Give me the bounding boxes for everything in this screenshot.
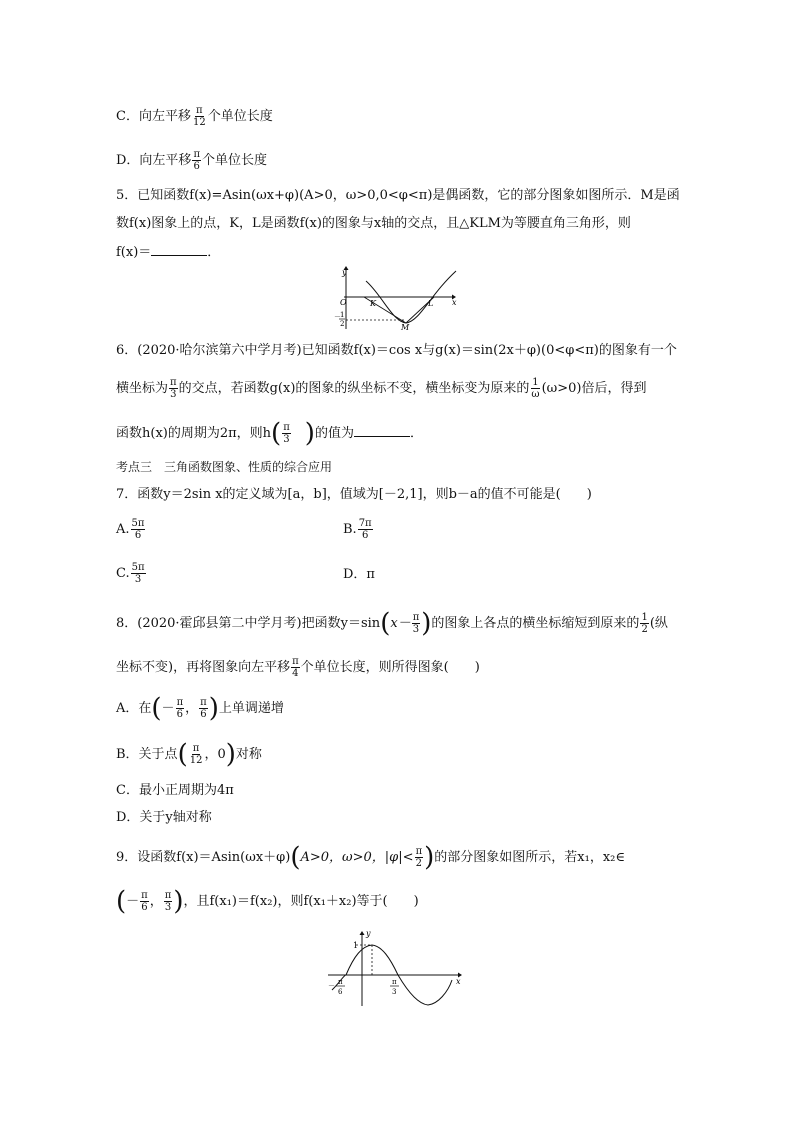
graph-den-2: 3 [392, 988, 397, 996]
q7-option-c: C. $\frac{5\pi}{3}$ [116, 562, 145, 585]
graph-one-label: 1 [353, 941, 359, 950]
q6-line-3: 函数h(x)的周期为2π，则h( $\frac{\pi}{3}$ )的值为 ． [116, 418, 423, 449]
graph-half-den: 2 [340, 320, 345, 328]
q8-option-a: A．在(－ $\frac{\pi}{6}$ ， $\frac{\pi}{6}$ )上单调递增 [116, 693, 284, 724]
q4-option-d: D．向左平移 $\frac{\pi}{6}$ 个单位长度 [116, 149, 268, 172]
graph-half-num: 1 [340, 311, 345, 319]
q5-line-1: 5．已知函数f(x)=Asin(ωx+φ)(A>0，ω>0,0<φ<π)是偶函数，它的部分图象如图所示．M是函 [116, 188, 680, 203]
graph-pi-num-2: π [392, 978, 397, 986]
q7-option-b: B. $\frac{7\pi}{6}$ [343, 518, 372, 541]
graph-neg-sign: － [334, 313, 341, 321]
graph-m-label: M [401, 323, 410, 331]
q4-option-c: C．向左平移 $\frac{\pi}{12}$ 个单位长度 [116, 105, 273, 128]
graph-x-label: x [456, 977, 461, 986]
graph-neg-sign: － [328, 982, 335, 990]
q7-option-d: D．π [343, 567, 375, 582]
q5-line-3: f(x)＝ ． [116, 245, 221, 260]
q8-line-1: 8．(2020·霍邱县第二中学月考)把函数y＝sin(x－ $\frac{\pi}{3}$ )的图象上各点的横坐标缩短到原来的 $\frac{1}{2}$ (纵 [116, 608, 668, 639]
graph-y-label: y [342, 268, 347, 277]
q9-line-1: 9．设函数f(x)＝Asin(ωx＋φ)(A>0，ω>0，|φ|< $\frac{\pi}{2}$ )的部分图象如图所示，若x₁，x₂∈ [116, 842, 626, 873]
graph-origin-label: O [340, 298, 347, 307]
graph-y-label: y [366, 929, 371, 938]
answer-blank [151, 243, 207, 256]
q8-option-d: D．关于y轴对称 [116, 810, 212, 825]
graph-l-label: L [428, 299, 434, 308]
q7-option-a: A. $\frac{5\pi}{6}$ [116, 518, 145, 541]
q8-option-c: C．最小正周期为4π [116, 783, 234, 798]
q8-line-2: 坐标不变)，再将图象向左平移 $\frac{\pi}{4}$ 个单位长度，则所得图象( ) [116, 656, 480, 679]
graph-den-1: 6 [338, 988, 343, 996]
q5-line-2: 数f(x)图象上的点，K，L是函数f(x)的图象与x轴的交点，且△KLM为等腰直角三角形，则 [116, 216, 631, 231]
graph-x-label: x [452, 298, 457, 307]
q9-graph [326, 926, 466, 1008]
q9-line-2: (－ $\frac{\pi}{6}$ ， $\frac{\pi}{3}$ )，且f(x₁)＝f(x₂)，则f(x₁＋x₂)等于( ) [116, 886, 419, 917]
graph-pi-num-1: π [338, 978, 343, 986]
q8-option-b: B．关于点( $\frac{\pi}{12}$ ，0)对称 [116, 739, 262, 770]
q6-line-1: 6．(2020·哈尔滨第六中学月考)已知函数f(x)＝cos x与g(x)＝sin(2x＋φ)(0<φ<π)的图象有一个 [116, 343, 677, 358]
q7-stem: 7．函数y＝2sin x的定义域为[a，b]，值域为[－2,1]，则b－a的值不可能是( ) [116, 487, 592, 502]
q6-line-2: 横坐标为 $\frac{\pi}{3}$ 的交点，若函数g(x)的图象的纵坐标不变，横坐标变为原来的 $\frac{1}{\omega}$ (ω>0)倍后，得到 [116, 377, 647, 400]
q5-graph [330, 263, 462, 331]
section-heading: 考点三 三角函数图象、性质的综合应用 [116, 460, 333, 474]
graph-k-label: K [370, 299, 376, 308]
